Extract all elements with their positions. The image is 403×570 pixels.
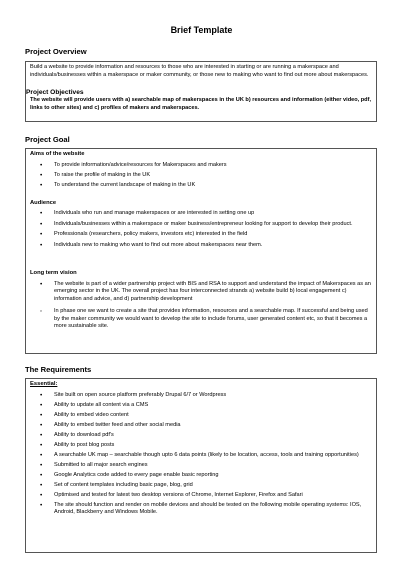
list-item: • Ability to embed video content [30,412,375,419]
list-item: • Ability to post blog posts [30,442,375,449]
list-item: • Google Analytics code added to every page enable basic reporting [30,472,375,479]
essential-heading: Essential: [30,381,58,387]
list-item: • The website is part of a wider partnership project with BIS and RSA to support and understand the impact of Makerspaces as an emerging sector in the UK. The overall project has four interconnected strands a) website build b) local engagement c) information and advice, and d) partnership development [30,281,375,303]
objectives-text: The website will provide users with a) searchable map of makerspaces in the UK b) resources and information (either video, pdf, links to other sites) and c) profiles of makers and makerspaces. [30,97,371,111]
overview-text: Build a website to provide information and resources to those who are interested in starting or are running a makerspace and individuals/businesses within a makerspace or maker community, or those new to making who want to find out more about makerspaces. [30,64,369,78]
list-item: • Individuals/businesses within a makerspace or maker business/entrepreneur looking for support to develop their product. [30,221,375,228]
vision-list [30,281,375,334]
aims-list [30,162,375,192]
list-item: • Submitted to all major search engines [30,462,375,469]
audience-heading: Audience [30,200,57,206]
aims-heading: Aims of the website [30,151,85,157]
requirements-heading: The Requirements [25,365,92,374]
list-item: • Individuals new to making who want to find out more about makerspaces near them. [30,242,375,249]
list-item: • Individuals who run and manage makerspaces or are interested in setting one up [30,210,375,217]
document-title: Brief Template [170,25,233,35]
list-item: • Ability to update all content via a CMS [30,402,375,409]
list-item: • The site should function and render on mobile devices and should be tested on the following mobile operating systems: IOS, Android, Blackberry and Windows Mobile. [30,502,375,517]
list-item: • To provide information/advice/resources for Makerspaces and makers [30,162,375,169]
objectives-heading: Project Objectives [26,89,84,96]
list-item: • Site built on open source platform preferably Drupal 6/7 or Wordpress [30,392,375,399]
list-item: • A searchable UK map – searchable though upto 6 data points (likely to be location, access, tools and training opportunities) [30,452,375,459]
list-item: • Ability to download pdf's [30,432,375,439]
list-item: • Ability to embed twitter feed and other social media [30,422,375,429]
overview-heading: Project Overview [25,47,87,56]
list-item: • To raise the profile of making in the UK [30,172,375,179]
audience-list [30,210,375,252]
vision-heading: Long term vision [30,270,77,276]
list-item: • Set of content templates including basic page, blog, grid [30,482,375,489]
list-item: • Professionals (researchers, policy makers, investors etc) interested in the field [30,231,375,238]
essential-list [30,392,375,519]
goal-heading: Project Goal [25,135,70,144]
list-item: • To understand the current landscape of making in the UK [30,182,375,189]
list-item: • Optimised and tested for latest two desktop versions of Chrome, Internet Explorer, Firefox and Safari [30,492,375,499]
list-item: ◦ In phase one we want to create a site that provides information, resources and a searchable map. If successful and being used by the maker community we would want to develop the site to include forums, user generated content etc, so that it becomes a more sustainable site. [30,308,375,330]
